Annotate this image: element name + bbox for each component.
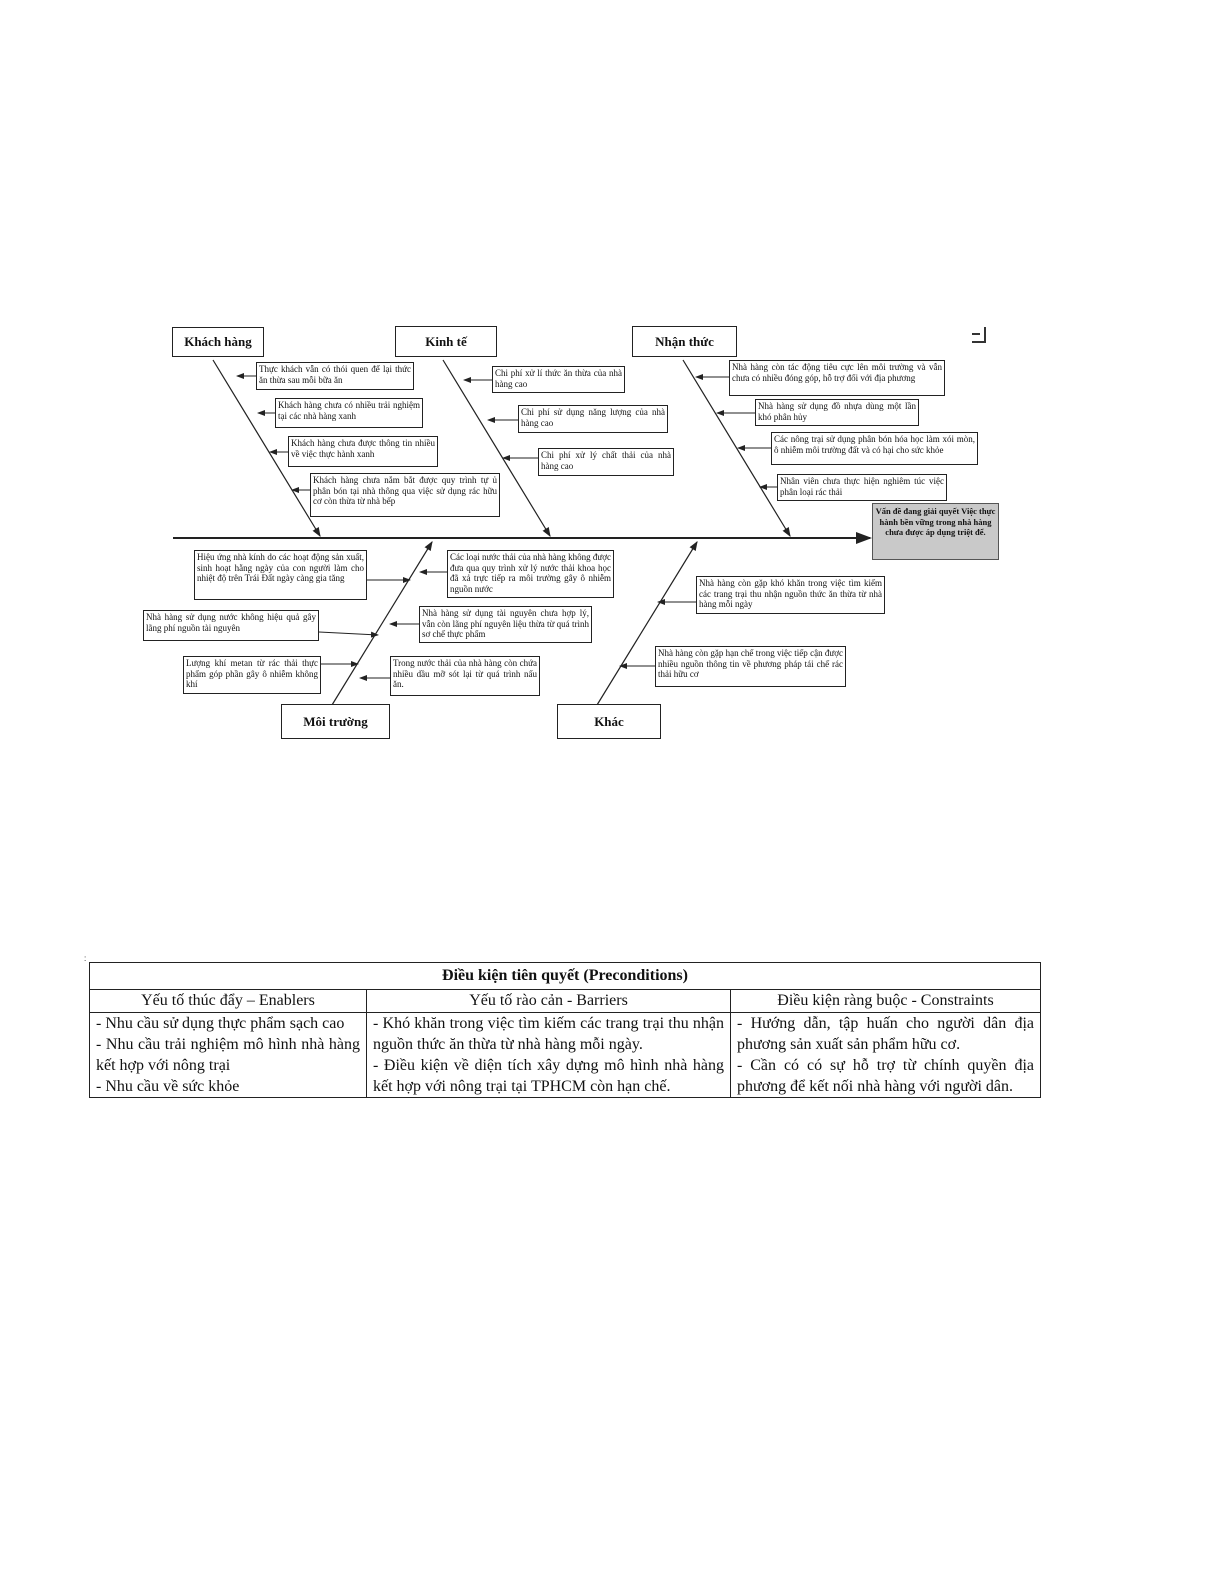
list-item: - Cần có có sự hỗ trợ từ chính quyền địa phương để kết nối nhà hàng với người dân. <box>737 1057 1034 1095</box>
category-khac: Khác <box>557 704 661 739</box>
cause-box: Khách hàng chưa nắm bắt được quy trình tự ủ phân bón tại nhà thông qua việc sử dụng rác hữu cơ còn thừa từ nhà bếp <box>310 473 500 517</box>
cause-box: Nhà hàng sử dụng đồ nhựa dùng một lần khó phân hủy <box>755 399 919 426</box>
cause-box: Chi phí xử lý chất thải của nhà hàng cao <box>538 448 674 476</box>
barriers-cell <box>367 1013 731 1098</box>
cause-box: Nhân viên chưa thực hiện nghiêm túc việc phân loại rác thải <box>777 474 947 501</box>
cause-box: Lượng khí metan từ rác thải thực phẩm góp phần gây ô nhiễm không khí <box>183 656 321 694</box>
cause-box: Nhà hàng còn gặp khó khăn trong việc tìm kiếm các trang trại thu nhận nguồn thức ăn thừa từ nhà hàng mỗi ngày <box>696 576 885 614</box>
column-header-barriers: Yếu tố rào cản - Barriers <box>367 990 731 1013</box>
corner-mark <box>972 327 986 343</box>
column-header-constraints: Điều kiện ràng buộc - Constraints <box>731 990 1041 1013</box>
cause-box: Khách hàng chưa được thông tin nhiều về việc thực hành xanh <box>288 436 438 467</box>
cause-box: Hiệu ứng nhà kính do các hoạt động sản xuất, sinh hoạt hằng ngày của con người làm cho nhiệt độ trên Trái Đất ngày càng gia tăng <box>194 550 367 600</box>
cause-box: Nhà hàng còn gặp hạn chế trong việc tiếp cận được nhiều nguồn thông tin về phương pháp tái chế rác thải hữu cơ <box>655 646 846 687</box>
cause-box: Thực khách vẫn có thói quen để lại thức ăn thừa sau mỗi bữa ăn <box>256 362 414 390</box>
cause-box: Chi phí xử lí thức ăn thừa của nhà hàng cao <box>492 366 625 393</box>
constraints-cell <box>731 1013 1041 1098</box>
cause-box: Nhà hàng sử dụng tài nguyên chưa hợp lý, vẫn còn lãng phí nguyên liệu thừa từ quá trình sơ chế thực phẩm <box>419 606 592 643</box>
enablers-cell <box>90 1013 367 1098</box>
cause-box: Các loại nước thải của nhà hàng không được đưa qua quy trình xử lý nước thải khoa học đã xả trực tiếp ra môi trường gây ô nhiễm nguồn nước <box>447 550 614 598</box>
preconditions-table <box>89 962 1041 1098</box>
cause-box: Trong nước thải của nhà hàng còn chứa nhiều dầu mỡ sót lại từ quá trình nấu ăn. <box>390 656 540 696</box>
table-title: Điều kiện tiên quyết (Preconditions) <box>90 963 1041 990</box>
cause-box: Khách hàng chưa có nhiều trải nghiệm tại các nhà hàng xanh <box>275 398 423 428</box>
category-moi-truong: Môi trường <box>281 704 390 739</box>
list-item: - Nhu cầu về sức khỏe <box>96 1078 240 1095</box>
small-mark: : <box>84 954 87 963</box>
column-header-enablers: Yếu tố thúc đẩy – Enablers <box>90 990 367 1013</box>
cause-box: Nhà hàng sử dụng nước không hiệu quả gây lãng phí nguồn tài nguyên <box>143 610 319 641</box>
category-nhan-thuc: Nhận thức <box>632 326 737 357</box>
list-item: - Hướng dẫn, tập huấn cho người dân địa phương sản xuất sản phẩm hữu cơ. <box>737 1015 1034 1053</box>
cause-box: Các nông trại sử dụng phân bón hóa học làm xói mòn, ô nhiễm môi trường đất và có hại cho sức khỏe <box>771 432 978 465</box>
list-item: - Nhu cầu trải nghiệm mô hình nhà hàng kết hợp với nông trại <box>96 1036 360 1074</box>
cause-box: Chi phí sử dụng năng lượng của nhà hàng cao <box>518 405 668 433</box>
category-kinh-te: Kinh tế <box>395 326 497 357</box>
list-item: - Nhu cầu sử dụng thực phẩm sạch cao <box>96 1015 345 1032</box>
cause-box: Nhà hàng còn tác động tiêu cực lên môi trường và vẫn chưa có nhiều đóng góp, hỗ trợ đối với địa phương <box>729 360 945 396</box>
list-item: - Điều kiện về diện tích xây dựng mô hình nhà hàng kết hợp với nông trại tại TPHCM còn hạn chế. <box>373 1057 724 1095</box>
arrow-mt-2 <box>319 632 378 635</box>
category-khach-hang: Khách hàng <box>172 327 264 357</box>
effect-box: Vấn đề đang giải quyết Việc thực hành bền vững trong nhà hàng chưa được áp dụng triệt để. <box>872 503 999 560</box>
list-item: - Khó khăn trong việc tìm kiếm các trang trại thu nhận nguồn thức ăn thừa từ nhà hàng mỗi ngày. <box>373 1015 724 1053</box>
